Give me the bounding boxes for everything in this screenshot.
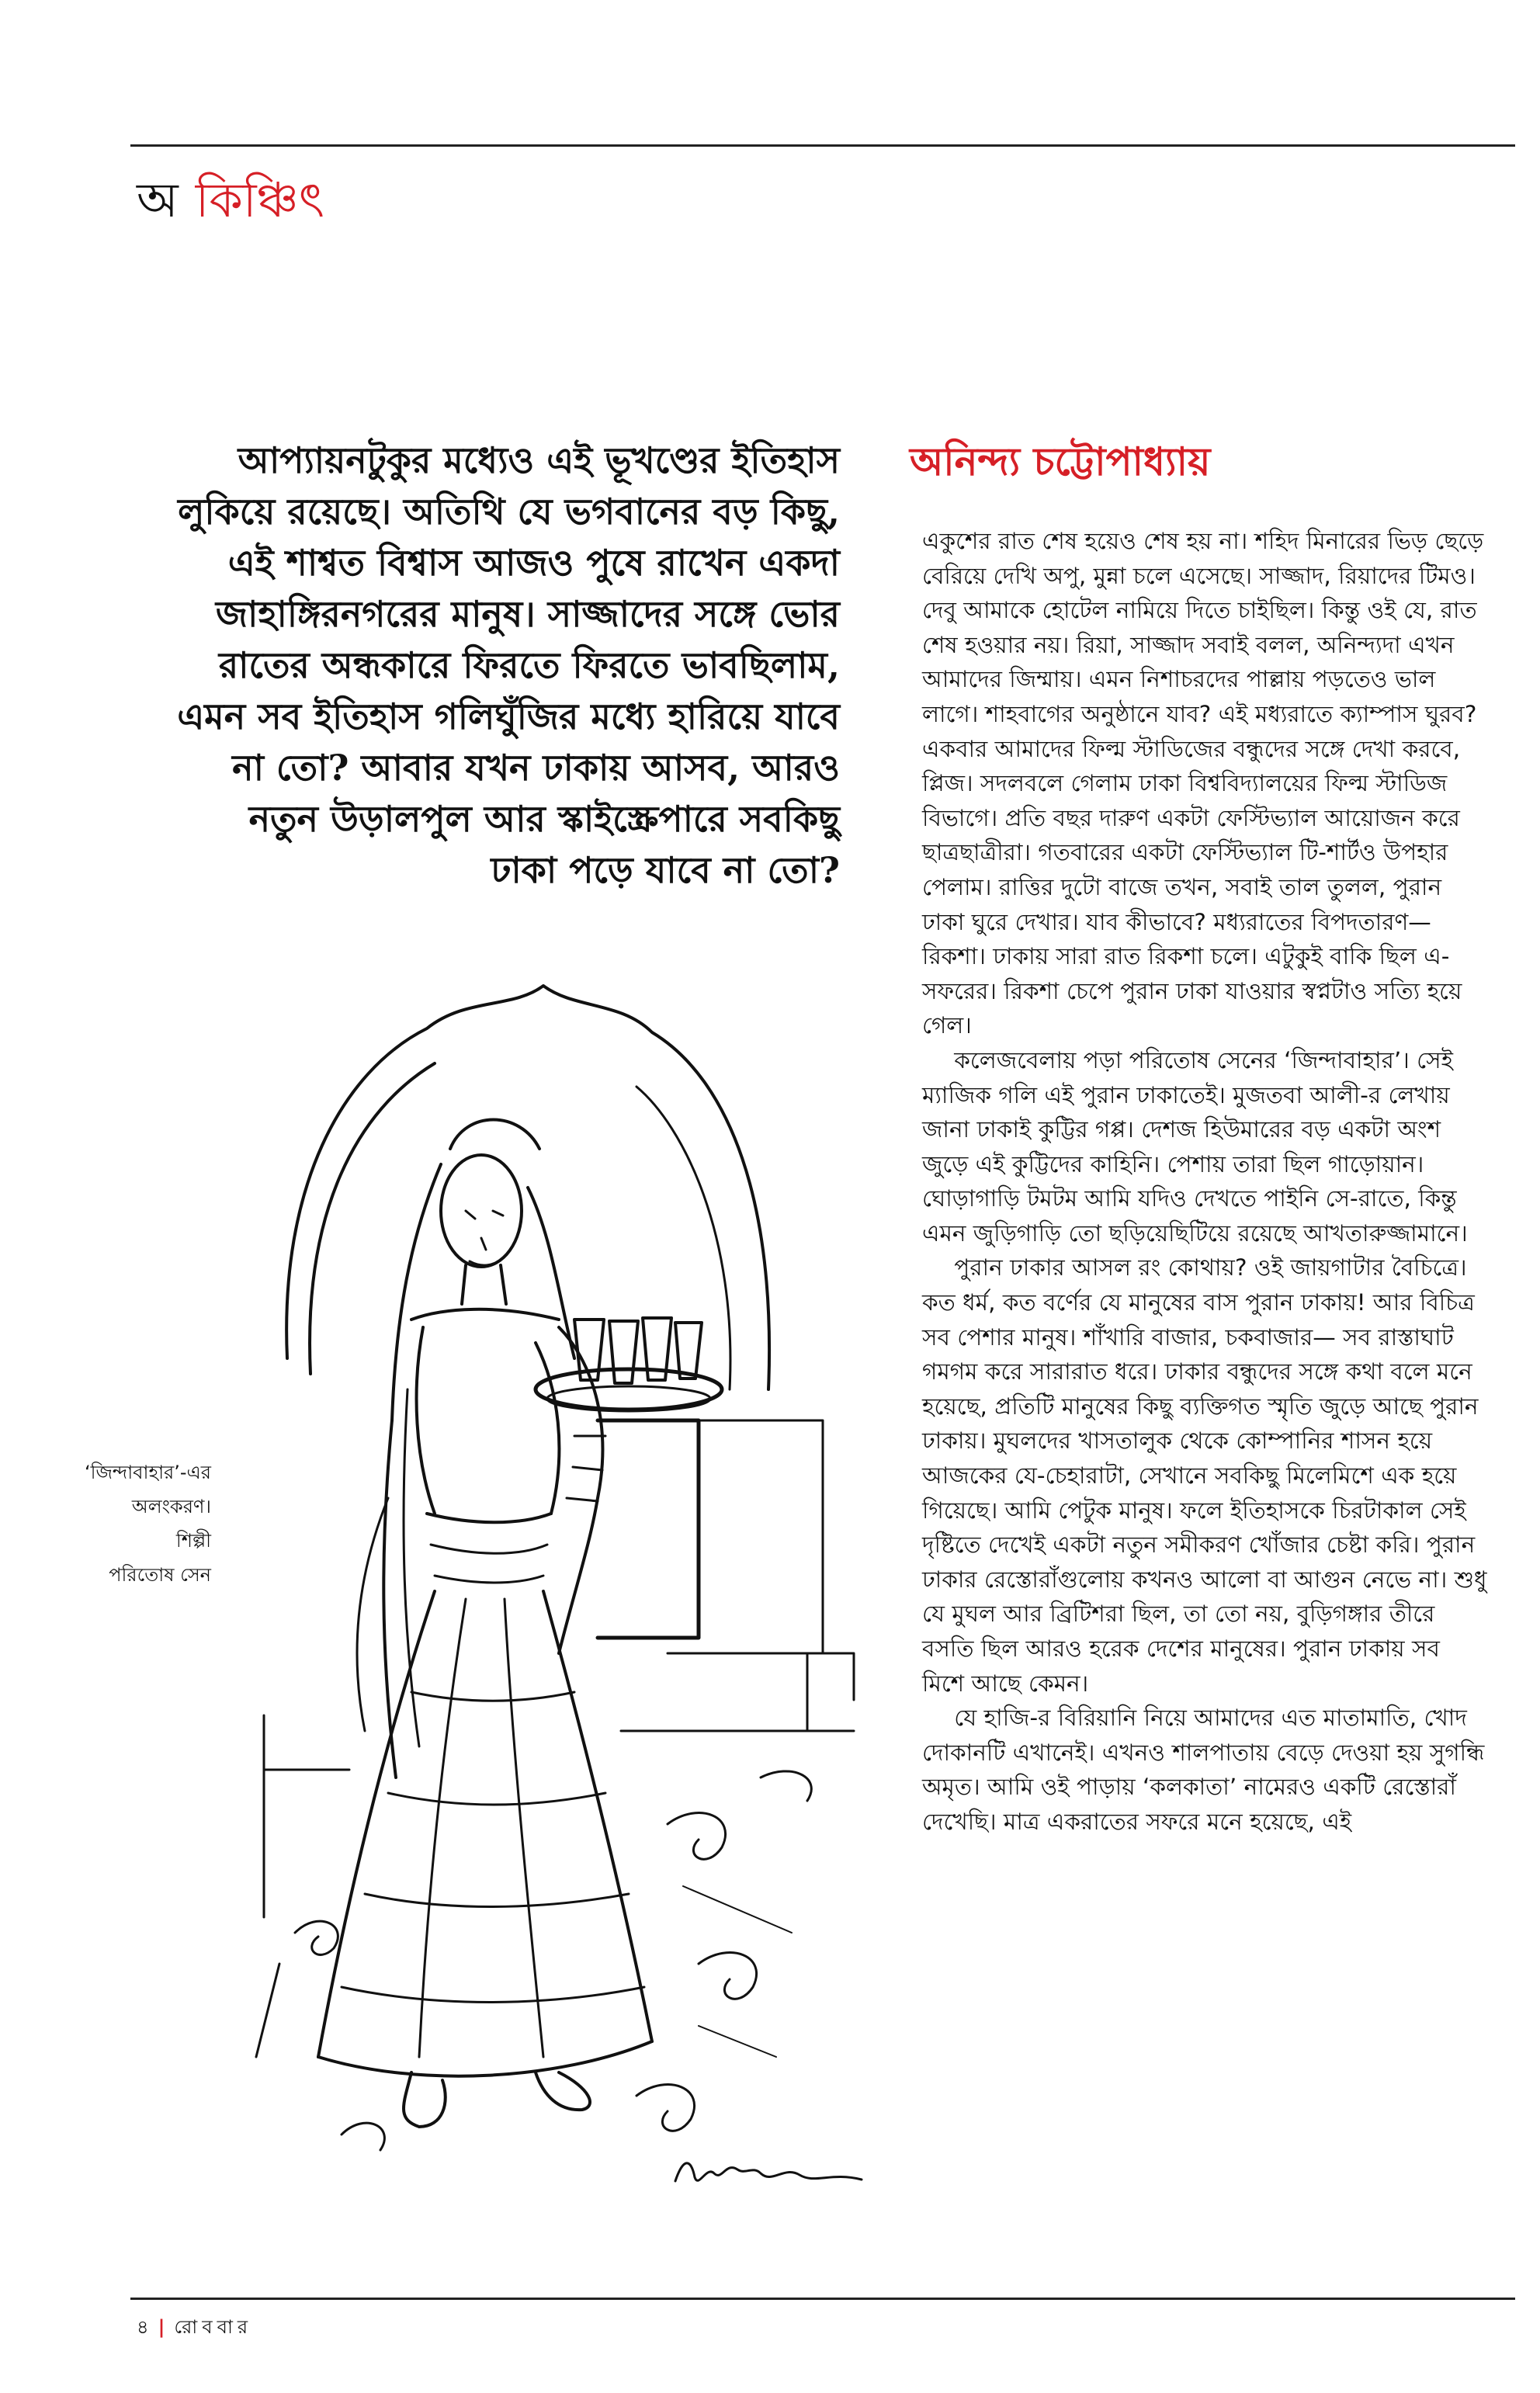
artist-signature-icon: [668, 2150, 869, 2197]
pull-quote-line: রাতের অন্ধকারে ফিরতে ফিরতে ভাবছিলাম,: [218, 644, 840, 686]
article-paragraph: কলেজবেলায় পড়া পরিতোষ সেনের ‘জিন্দাবাহার’। সেই ম্যাজিক গলি এই পুরান ঢাকাতেই। মুজতবা আলী-র লেখায় জানা ঢাকাই কুট্টির গপ্প। দেশজ হিউমারের বড় একটা অংশ জুড়ে এই কুট্টিদের কাহিনি। পেশায় তারা ছিল গাড়োয়ান। ঘোড়াগাড়ি টমটম আমি যদিও দেখতে পাইনি সে-রাতে, কিন্তু এমন জুড়িগাড়ি তো ছড়িয়েছিটিয়ে রয়েছে আখতারুজ্জামানে।: [922, 1046, 1468, 1247]
caption-line: ‘জিন্দাবাহার’-এর: [84, 1462, 211, 1483]
magazine-name: রোববার: [174, 2316, 253, 2338]
pull-quote-line: জাহাঙ্গিরনগরের মানুষ। সাজ্জাদের সঙ্গে ভোর: [215, 593, 840, 635]
caption-line: শিল্পী: [175, 1530, 211, 1552]
article-paragraph: পুরান ঢাকার আসল রং কোথায়? ওই জায়গাটার বৈচিত্রে। কত ধর্ম, কত বর্ণের যে মানুষের বাস পুরান ঢাকায়! আর বিচিত্র সব পেশার মানুষ। শাঁখারি বাজার, চকবাজার— সব রাস্তাঘাট গমগম করে সারারাত ধরে। ঢাকার বন্ধুদের সঙ্গে কথা বলে মনে হয়েছে, প্রতিটি মানুষের কিছু ব্যক্তিগত স্মৃতি জুড়ে আছে পুরান ঢাকায়। মুঘলদের খাসতালুক থেকে কোম্পানির শাসন হয়ে আজকের যে-চেহারাটা, সেখানে সবকিছু মিলেমিশে এক হয়ে গিয়েছে। আমি পেটুক মানুষ। ফলে ইতিহাসকে চিরটাকাল সেই দৃষ্টিতে দেখেই একটা নতুন সমীকরণ খোঁজার চেষ্টা করি। পুরান ঢাকার রেস্তোরাঁগুলোয় কখনও আলো বা আগুন নেভে না। শুধু যে মুঘল আর ব্রিটিশরা ছিল, তা তো নয়, বুড়িগঙ্গার তীরে বসতি ছিল আরও হরেক দেশের মানুষের। পুরান ঢাকায় সব মিশে আছে কেমন।: [922, 1254, 1487, 1697]
author-byline: অনিন্দ্য চট্টোপাধ্যায়: [910, 439, 1211, 484]
bottom-rule: [130, 2298, 1515, 2300]
pull-quote-line: লুকিয়ে রয়েছে। অতিথি যে ভগবানের বড় কিছু,: [178, 491, 840, 532]
pull-quote-line: নতুন উড়ালপুল আর স্কাইস্ক্রেপারে সবকিছু: [248, 798, 840, 840]
footer-separator: |: [158, 2316, 165, 2338]
pull-quote-line: এমন সব ইতিহাস গলিঘুঁজির মধ্যে হারিয়ে যাবে: [177, 695, 840, 737]
pull-quote-line: এই শাশ্বত বিশ্বাস আজও পুষে রাখেন একদা: [227, 542, 840, 584]
article-paragraph: একুশের রাত শেষ হয়েও শেষ হয় না। শহিদ মিনারের ভিড় ছেড়ে বেরিয়ে দেখি অপু, মুন্না চলে এসেছে। সাজ্জাদ, রিয়াদের টিমও। দেবু আমাকে হোটেল নামিয়ে দিতে চাইছিল। কিন্তু ওই যে, রাত শেষ হওয়ার নয়। রিয়া, সাজ্জাদ সবাই বলল, অনিন্দ্যদা এখন আমাদের জিম্মায়। এমন নিশাচরদের পাল্লায় পড়তেও ভাল লাগে। শাহবাগের অনুষ্ঠানে যাব? এই মধ্যরাতে ক্যাম্পাস ঘুরব? একবার আমাদের ফিল্ম স্টাডিজের বন্ধুদের সঙ্গে দেখা করবে, প্লিজ। সদলবলে গেলাম ঢাকা বিশ্ববিদ্যালয়ের ফিল্ম স্টাডিজ বিভাগে। প্রতি বছর দারুণ একটা ফেস্টিভ্যাল আয়োজন করে ছাত্রছাত্রীরা। গতবারের একটা ফেস্টিভ্যাল টি-শার্টও উপহার পেলাম। রাত্তির দুটো বাজে তখন, সবাই তাল তুলল, পুরান ঢাকা ঘুরে দেখার। যাব কীভাবে? মধ্যরাতের বিপদতারণ— রিকশা। ঢাকায় সারা রাত রিকশা চলে। এটুকুই বাকি ছিল এ-সফরের। রিকশা চেপে পুরান ঢাকা যাওয়ার স্বপ্নটাও সত্যি হয়ে গেল।: [922, 528, 1484, 1039]
section-title: কিঞ্চিৎ: [195, 172, 324, 228]
caption-line: অলংকরণ।: [131, 1496, 211, 1517]
section-heading: [137, 169, 324, 231]
page-number: ৪: [137, 2316, 149, 2338]
illustration-caption: [47, 1455, 211, 1592]
page-footer: [137, 2311, 252, 2343]
top-rule: [130, 144, 1515, 147]
article-body: [922, 524, 1489, 1840]
section-prefix: অ: [137, 172, 179, 228]
pull-quote-line: না তো? আবার যখন ঢাকায় আসব, আরও: [232, 747, 840, 789]
pull-quote-line: ঢাকা পড়ে যাবে না তো?: [491, 849, 840, 891]
line-drawing-illustration: [233, 955, 869, 2243]
woman-with-tray-drawing-icon: [233, 955, 869, 2243]
pull-quote: [124, 435, 840, 896]
caption-line: পরিতোষ সেন: [109, 1564, 211, 1586]
pull-quote-line: আপ্যায়নটুকুর মধ্যেও এই ভূখণ্ডের ইতিহাস: [238, 439, 840, 481]
article-paragraph: যে হাজি-র বিরিয়ানি নিয়ে আমাদের এত মাতামাতি, খোদ দোকানটি এখানেই। এখনও শালপাতায় বেড়ে দেওয়া হয় সুগন্ধি অমৃত। আমি ওই পাড়ায় ‘কলকাতা’ নামেরও একটি রেস্তোরাঁ দেখেছি। মাত্র একরাতের সফরে মনে হয়েছে, এই: [922, 1705, 1485, 1835]
